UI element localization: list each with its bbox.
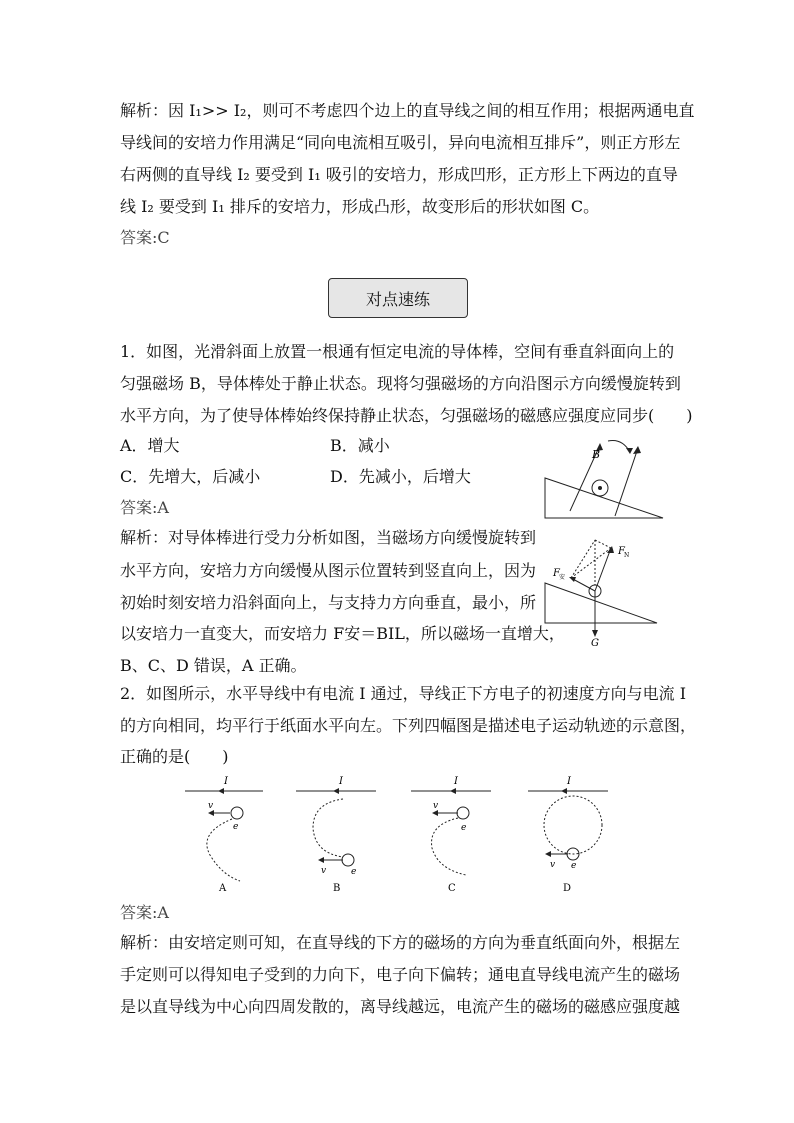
field-label-b: B bbox=[592, 448, 601, 461]
ampere-force-label: F bbox=[553, 568, 560, 579]
figure-option-a bbox=[180, 773, 270, 893]
q1-option-d: D．先减小，后增大 bbox=[330, 467, 471, 486]
current-label: I bbox=[339, 776, 343, 787]
figure-label-a: A bbox=[219, 883, 227, 893]
section-title: 对点速练 bbox=[328, 278, 468, 318]
q2-answer: 答案:A bbox=[120, 903, 169, 922]
q1-option-a: A．增大 bbox=[120, 436, 180, 455]
q1-explanation-line-3: 初始时刻安培力沿斜面向上，与支持力方向垂直，最小，所 bbox=[120, 593, 537, 612]
q1-explanation-line-4: 以安培力一直变大，而安培力 F安＝BIL，所以磁场一直增大， bbox=[120, 624, 565, 643]
velocity-label: v bbox=[208, 801, 214, 811]
velocity-label: v bbox=[433, 801, 439, 811]
force-analysis-figure bbox=[540, 538, 670, 650]
q1-answer: 答案:A bbox=[120, 498, 169, 517]
ampere-force-subscript: 安 bbox=[559, 574, 566, 581]
normal-force-label: F bbox=[618, 546, 625, 557]
current-label: I bbox=[567, 776, 571, 787]
current-label: I bbox=[454, 776, 458, 787]
q1-option-b: B．减小 bbox=[330, 436, 390, 455]
velocity-label: v bbox=[321, 866, 327, 876]
electron-label: e bbox=[233, 822, 239, 832]
q2-explanation-line-2: 手定则可以得知电子受到的力向下，电子向下偏转；通电直导线电流产生的磁场 bbox=[120, 965, 681, 984]
q1-stem-line-3: 水平方向，为了使导体棒始终保持静止状态，匀强磁场的磁感应强度应同步( ) bbox=[120, 406, 693, 425]
current-label: I bbox=[224, 776, 228, 787]
q1-explanation-line-1: 解析：对导体棒进行受力分析如图，当磁场方向缓慢旋转到 bbox=[120, 528, 537, 547]
explanation-line-1: 解析：因 I₁>> I₂，则可不考虑四个边上的直导线之间的相互作用；根据两通电直 bbox=[120, 101, 695, 120]
figure-label-d: D bbox=[563, 883, 572, 893]
figure-option-b bbox=[293, 773, 383, 893]
figure-label-b: B bbox=[333, 883, 341, 893]
gravity-label: G bbox=[591, 638, 599, 649]
q2-stem-line-2: 的方向相同，均平行于纸面水平向左。下列四幅图是描述电子运动轨迹的示意图， bbox=[120, 716, 697, 735]
electron-label: e bbox=[461, 823, 467, 833]
explanation-line-4: 线 I₂ 要受到 I₁ 排斥的安培力，形成凸形，故变形后的形状如图 C。 bbox=[120, 197, 600, 216]
incline-field-figure bbox=[540, 438, 670, 523]
q1-explanation-line-5: B、C、D 错误，A 正确。 bbox=[120, 656, 307, 675]
explanation-line-3: 右两侧的直导线 I₂ 要受到 I₁ 吸引的安培力，形成凹形，正方形上下两边的直导 bbox=[120, 165, 678, 184]
q1-stem-line-2: 匀强磁场 B，导体棒处于静止状态。现将匀强磁场的方向沿图示方向缓慢旋转到 bbox=[120, 374, 681, 393]
q2-explanation-line-3: 是以直导线为中心向四周发散的，离导线越远，电流产生的磁场的磁感应强度越 bbox=[120, 997, 681, 1016]
electron-label: e bbox=[571, 861, 577, 871]
normal-force-subscript: N bbox=[624, 552, 630, 559]
velocity-label: v bbox=[550, 860, 556, 870]
electron-label: e bbox=[351, 867, 357, 877]
q2-explanation-line-1: 解析：由安培定则可知，在直导线的下方的磁场的方向为垂直纸面向外，根据左 bbox=[120, 933, 681, 952]
q2-stem-line-3: 正确的是( ) bbox=[120, 747, 229, 766]
q1-option-c: C．先增大，后减小 bbox=[120, 467, 261, 486]
explanation-line-2: 导线间的安培力作用满足“同向电流相互吸引，异向电流相互排斥”，则正方形左 bbox=[120, 133, 681, 152]
figure-option-d bbox=[525, 773, 615, 893]
answer-line: 答案:C bbox=[120, 228, 170, 247]
figure-option-c bbox=[408, 773, 498, 893]
q2-stem-line-1: 2．如图所示，水平导线中有电流 I 通过，导线正下方电子的初速度方向与电流 I bbox=[120, 684, 687, 703]
figure-label-c: C bbox=[448, 883, 456, 893]
q1-stem-line-1: 1．如图，光滑斜面上放置一根通有恒定电流的导体棒，空间有垂直斜面向上的 bbox=[120, 342, 675, 361]
q1-explanation-line-2: 水平方向，安培力方向缓慢从图示位置转到竖直向上，因为 bbox=[120, 561, 537, 580]
